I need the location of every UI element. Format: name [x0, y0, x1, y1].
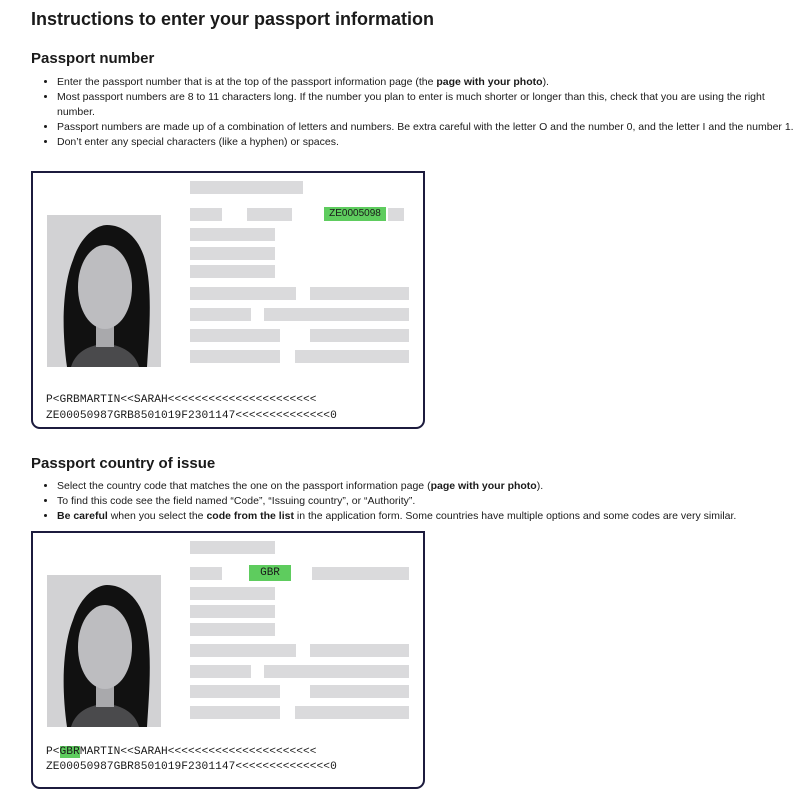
instruction-text: Passport numbers are made up of a combination of letters and numbers. Be extra careful with the letter O and the number 0, and the letter I and the number 1. [57, 121, 794, 133]
page-title: Instructions to enter your passport information [31, 9, 435, 29]
mrz-line-2: ZE00050987GRB8501019F2301147<<<<<<<<<<<<<<0 [46, 410, 337, 422]
section-title-passport-number: Passport number [31, 50, 155, 67]
instruction-item [57, 479, 797, 494]
instruction-text: when you select the [107, 510, 207, 522]
instruction-text: To find this code see the field named “Code”, “Issuing country”, or “Authority”. [57, 495, 416, 507]
mrz-line-2: ZE00050987GBR8501019F2301147<<<<<<<<<<<<<<0 [46, 761, 337, 773]
mrz-country-code-highlight: GBR [59, 746, 80, 758]
instruction-text: Enter the passport number that is at the top of the passport information page (the [57, 76, 437, 88]
person-silhouette-icon [47, 575, 161, 727]
instruction-item [57, 75, 797, 90]
mrz-line-1: P<GBRMARTIN<<SARAH<<<<<<<<<<<<<<<<<<<<<< [46, 746, 317, 758]
instruction-item [57, 494, 797, 509]
passport-number-highlight: ZE0005098 [324, 207, 386, 221]
emphasis-text: Be careful [57, 510, 108, 522]
instruction-item [57, 135, 797, 150]
instruction-text: ). [536, 480, 544, 492]
instruction-text: in the application form. Some countries have multiple options and some codes are very similar. [293, 510, 737, 522]
emphasis-text: code from the list [206, 510, 294, 522]
passport-number-instructions [39, 75, 797, 150]
passport-photo [47, 575, 161, 727]
instruction-text: Most passport numbers are 8 to 11 characters long. If the number you plan to enter is much shorter or longer than this, check that you are using the right number. [57, 91, 765, 118]
passport-sample-card-country [31, 531, 425, 789]
section-title-country-of-issue: Passport country of issue [31, 455, 216, 472]
instruction-item [57, 509, 797, 524]
instruction-item [57, 90, 797, 120]
country-of-issue-instructions [39, 479, 797, 524]
instruction-item [57, 120, 797, 135]
person-silhouette-icon [47, 215, 161, 367]
passport-photo [47, 215, 161, 367]
country-code-highlight: GBR [249, 565, 291, 581]
mrz-line-1: P<GRBMARTIN<<SARAH<<<<<<<<<<<<<<<<<<<<<< [46, 394, 317, 406]
emphasis-text: page with your photo [436, 76, 543, 88]
emphasis-text: page with your photo [430, 480, 537, 492]
instruction-text: ). [542, 76, 549, 88]
passport-sample-card-number [31, 171, 425, 429]
instruction-text: Select the country code that matches the one on the passport information page ( [57, 480, 431, 492]
instruction-text: Don’t enter any special characters (like a hyphen) or spaces. [57, 136, 339, 148]
